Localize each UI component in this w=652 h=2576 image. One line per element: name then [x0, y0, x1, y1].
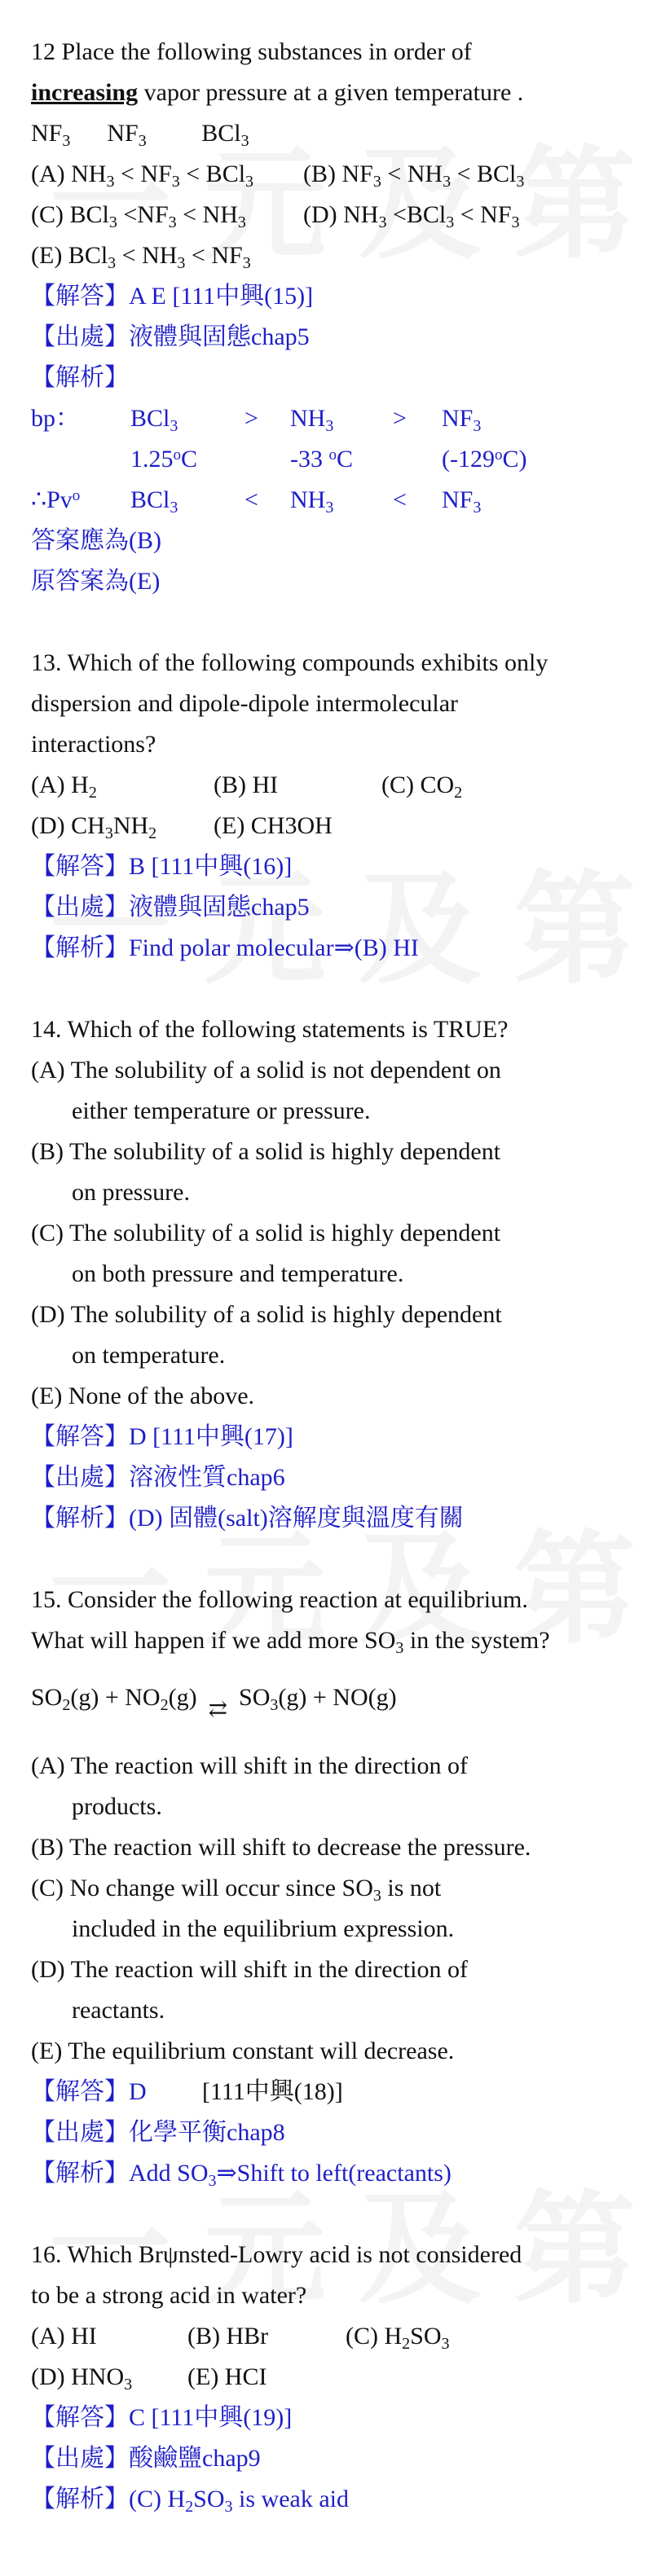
q12-bp-value-nf3: (-129$^o$C)	[442, 446, 527, 473]
q16-option-e: (E) HCI	[187, 2363, 267, 2390]
q12-stem-line2: increasing vapor pressure at a given temperature .	[31, 79, 524, 106]
q14-stem: 14. Which of the following statements is TRUE?	[31, 1016, 509, 1043]
q16-explanation: 【解析】(C) $H_2SO_3$ is weak aid	[31, 2486, 349, 2516]
q16-option-a: (A) HI	[31, 2323, 97, 2350]
q14-option-c-line2: on both pressure and temperature.	[72, 1260, 404, 1287]
q15-option-d-line2: reactants.	[72, 1997, 165, 2024]
q16-option-b: (B) HBr	[187, 2323, 269, 2350]
q13-option-b: (B) HI	[214, 771, 279, 798]
q12-answer: 【解答】A E [111中興(15)]	[31, 283, 314, 310]
q15-option-a-line2: products.	[72, 1793, 162, 1820]
q12-explanation-label: 【解析】	[31, 364, 129, 391]
q12-option-d: (D) $NH_3 <BCl_3 < NF_3$	[303, 201, 520, 231]
q12-pv-bcl3: BCl$_3$	[130, 486, 178, 517]
q12-option-a: (A) $NH_3 < NF_3 < BCl_3$	[31, 160, 254, 191]
q12-pv-label: ∴Pv$^o$	[31, 486, 81, 513]
q12-pv-nf3: $NF_3$	[442, 486, 482, 517]
q13-stem-line1: 13. Which of the following compounds exhibits only	[31, 649, 548, 676]
q12-pv-lt1: <	[244, 486, 258, 513]
q15-equation: $SO_2(g) + NO_2(g)$ ⇄ $SO_3(g) + NO(g)$	[31, 1683, 397, 1725]
q13-explanation: 【解析】Find polar molecular⇒(B) HI	[31, 934, 419, 961]
q15-stem-line2: What will happen if we add more $SO_3$ in the system?	[31, 1627, 550, 1657]
q15-option-e: (E) The equilibrium constant will decrease.	[31, 2038, 455, 2064]
q13-answer: 【解答】B [111中興(16)]	[31, 853, 293, 880]
q12-bp-nh3: $NH_3$	[290, 405, 334, 435]
q15-explanation: 【解析】Add $SO_3\Rightarrow Shift$ to left(reactants)	[31, 2160, 452, 2190]
q12-bp-gt2: >	[393, 405, 407, 432]
q12-pv-lt2: <	[393, 486, 407, 513]
q15-option-b: (B) The reaction will shift to decrease the pressure.	[31, 1834, 531, 1861]
q12-compounds: $NF_3$ $NF_3$ BCl$_3$	[31, 120, 249, 150]
q15-stem-line1: 15. Consider the following reaction at equilibrium.	[31, 1586, 528, 1613]
q14-option-e: (E) None of the above.	[31, 1383, 255, 1409]
q15-source: 【出處】化學平衡chap8	[31, 2119, 285, 2146]
q12-pv-nh3: $NH_3$	[290, 486, 334, 517]
q14-explanation: 【解析】(D) 固體(salt)溶解度與溫度有關	[31, 1505, 464, 1532]
q13-option-c: (C) $CO_2$	[381, 771, 463, 802]
q13-option-d: (D) $CH_3NH_2$	[31, 812, 157, 842]
equilibrium-arrow-icon: ⇄	[208, 1697, 228, 1722]
q14-option-a-line2: either temperature or pressure.	[72, 1097, 371, 1124]
q12-option-b: (B) $NF_3 < NH_3 < BCl_3$	[303, 160, 525, 191]
q16-stem-line2: to be a strong acid in water?	[31, 2282, 307, 2309]
q12-bp-nf3: $NF_3$	[442, 405, 482, 435]
q14-option-a-line1: (A) The solubility of a solid is not dependent on	[31, 1057, 501, 1084]
q14-answer: 【解答】D [111中興(17)]	[31, 1423, 293, 1450]
q14-option-b-line1: (B) The solubility of a solid is highly dependent	[31, 1138, 501, 1165]
q13-stem-line2: dispersion and dipole-dipole intermolecular	[31, 690, 459, 717]
q12-stem-line1: 12 Place the following substances in order of	[31, 38, 472, 65]
q16-answer: 【解答】C [111中興(19)]	[31, 2404, 293, 2431]
q12-note-original: 原答案為(E)	[31, 568, 161, 595]
q12-bp-value-nh3: -33 $^o$C	[290, 446, 354, 473]
q15-answer: 【解答】D	[31, 2078, 147, 2105]
q13-option-e: (E) CH3OH	[214, 812, 333, 839]
q15-option-c-line1: (C) No change will occur since $SO_3$ is not	[31, 1875, 442, 1905]
q12-source: 【出處】液體與固態chap5	[31, 323, 310, 350]
q14-source: 【出處】溶液性質chap6	[31, 1464, 285, 1491]
q12-bp-bcl3: BCl$_3$	[130, 405, 178, 435]
q12-bp-gt1: >	[244, 405, 258, 432]
q16-option-c: (C) $H_2SO_3$	[346, 2323, 450, 2353]
q12-emphasis: increasing	[31, 79, 139, 106]
q16-option-d: (D) $HNO_3$	[31, 2363, 133, 2394]
q12-option-e: (E) $BCl_3 < NH_3 < NF_3$	[31, 242, 251, 272]
q14-option-d-line2: on temperature.	[72, 1342, 226, 1369]
q14-option-d-line1: (D) The solubility of a solid is highly dependent	[31, 1301, 502, 1328]
q14-option-b-line2: on pressure.	[72, 1179, 190, 1206]
q12-note-correct: 答案應為(B)	[31, 527, 161, 554]
q13-option-a: (A) $H_2$	[31, 771, 97, 802]
q12-option-c: (C) $BCl_3 <NF_3 < NH_3$	[31, 201, 246, 231]
q16-stem-line1: 16. Which Brψnsted-Lowry acid is not considered	[31, 2241, 522, 2268]
q12-bp-label: bp：	[31, 405, 80, 432]
q15-option-a-line1: (A) The reaction will shift in the direction of	[31, 1752, 468, 1779]
q15-answer-source: [111中興(18)]	[202, 2078, 343, 2105]
q14-option-c-line1: (C) The solubility of a solid is highly dependent	[31, 1220, 501, 1246]
q13-source: 【出處】液體與固態chap5	[31, 894, 310, 921]
q12-bp-value-bcl3: 1.25$^o$C	[130, 446, 198, 473]
q15-option-d-line1: (D) The reaction will shift in the direction of	[31, 1956, 468, 1983]
q15-option-c-line2: included in the equilibrium expression.	[72, 1915, 455, 1942]
q16-source: 【出處】酸鹼鹽chap9	[31, 2445, 261, 2472]
q13-stem-line3: interactions?	[31, 731, 156, 758]
